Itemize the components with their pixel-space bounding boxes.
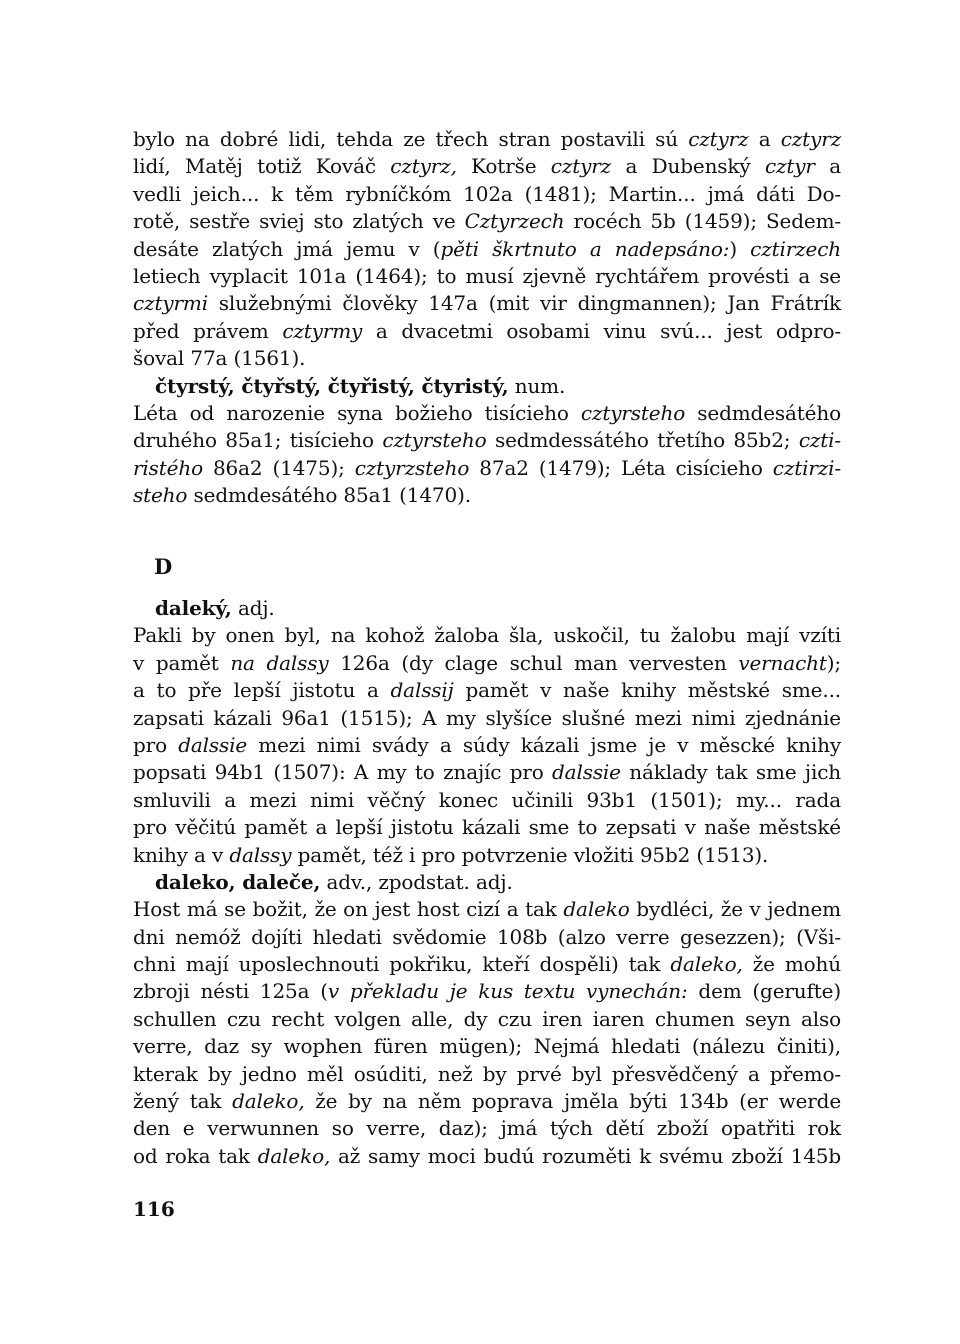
italic-text: dalssy bbox=[229, 842, 292, 867]
text-line bbox=[133, 126, 841, 153]
text-run: až samy moci budú rozuměti k svému zboží 145b bbox=[330, 1143, 842, 1168]
text-run: a bbox=[814, 154, 841, 179]
italic-text: cztyr bbox=[764, 154, 815, 179]
text-run: ) bbox=[729, 236, 751, 261]
text-run: bydléci, že v jednem bbox=[629, 897, 841, 922]
text-run: sedmdesátého bbox=[685, 400, 841, 425]
text-run: 86a2 (1475); bbox=[202, 455, 355, 480]
text-line bbox=[133, 482, 841, 509]
text-run: před právem bbox=[133, 318, 283, 343]
text-line bbox=[133, 1033, 841, 1060]
text-line bbox=[133, 400, 841, 427]
italic-text: v překladu je kus textu vynechán: bbox=[327, 979, 688, 1004]
text-run: bylo na dobré lidi, tehda ze třech stran postavili sú bbox=[133, 127, 689, 151]
text-run: šoval 77a (1561). bbox=[133, 346, 306, 371]
text-run: lidí, Matěj totiž Kováč bbox=[133, 154, 391, 179]
italic-text: cztyrz, bbox=[390, 154, 457, 179]
headword-line bbox=[133, 595, 841, 622]
text-run: zapsati kázali 96a1 (1515); A my slyšíce slušné mezi nimi zjednánie bbox=[133, 705, 841, 730]
text-run: verre, daz sy wophen füren mügen); Nejmá hledati (nálezu činiti), bbox=[133, 1034, 841, 1059]
text-line bbox=[133, 263, 841, 290]
page-number: 116 bbox=[133, 1197, 175, 1221]
italic-text: cztyrz bbox=[688, 127, 749, 151]
text-line bbox=[133, 290, 841, 317]
text-line bbox=[133, 1088, 841, 1115]
text-run: knihy a v bbox=[133, 842, 230, 867]
text-line bbox=[133, 1061, 841, 1088]
text-run: smluvili a mezi nimi věčný konec učinili 93b1 (1501); my... rada bbox=[133, 787, 841, 812]
text-run: že mohú bbox=[742, 952, 841, 977]
text-run: letiech vyplacit 101a (1464); to musí zjevně rychtářem provésti a se bbox=[133, 263, 841, 288]
entry-text-block bbox=[133, 126, 841, 373]
text-run: zbroji nésti 125a ( bbox=[133, 979, 328, 1004]
headword-line bbox=[133, 373, 841, 400]
text-line bbox=[133, 951, 841, 978]
text-line bbox=[133, 677, 841, 704]
italic-text: cztirzi- bbox=[772, 455, 842, 480]
text-line bbox=[133, 236, 841, 263]
text-line bbox=[133, 622, 841, 649]
part-of-speech: num. bbox=[508, 373, 566, 398]
part-of-speech: adj. bbox=[231, 596, 275, 620]
text-run: sedmdesátého 85a1 (1470). bbox=[187, 483, 471, 508]
headword: daleko, daleče, bbox=[155, 869, 321, 894]
text-run: kterak by jedno měl osúditi, než by prvé byl přesvědčený a přemo- bbox=[133, 1061, 841, 1086]
text-line bbox=[133, 1115, 841, 1142]
italic-text: steho bbox=[133, 483, 188, 508]
text-run: od roka tak bbox=[133, 1143, 258, 1168]
entry-text-block bbox=[133, 896, 841, 1170]
text-run: mezi nimi svády a súdy kázali jsme je v měscké knihy bbox=[247, 732, 841, 757]
text-line bbox=[133, 924, 841, 951]
text-run: Host má se božit, že on jest host cizí a tak bbox=[133, 897, 564, 922]
headword: čtyrstý, čtyřstý, čtyřistý, čtyristý, bbox=[155, 373, 509, 398]
text-line bbox=[133, 978, 841, 1005]
italic-text: pěti škrtnuto a nadepsáno: bbox=[440, 236, 730, 261]
section-letter: D bbox=[154, 554, 173, 579]
text-run: 87a2 (1479); Léta cisícieho bbox=[469, 455, 773, 480]
italic-text: daleko, bbox=[257, 1143, 331, 1168]
text-line bbox=[133, 842, 841, 869]
italic-text: ristého bbox=[133, 455, 203, 480]
text-line bbox=[133, 814, 841, 841]
italic-text: daleko, bbox=[232, 1089, 305, 1114]
italic-text: cztyrsteho bbox=[382, 428, 487, 453]
part-of-speech: adv., zpodstat. adj. bbox=[320, 869, 513, 894]
text-run: a dvacetmi osobami vinu svú... jest odpro- bbox=[362, 318, 841, 343]
text-run: schullen czu recht volgen alle, dy czu iren iaren chumen seyn also bbox=[133, 1006, 841, 1031]
italic-text: Cztyrzech bbox=[464, 209, 565, 234]
italic-text: dalssie bbox=[178, 732, 248, 757]
text-run: v pamět bbox=[133, 650, 231, 675]
text-run: 126a (dy clage schul man vervesten bbox=[328, 650, 739, 675]
italic-text: cztyrsteho bbox=[580, 400, 686, 425]
text-line bbox=[133, 181, 841, 208]
text-line bbox=[133, 345, 841, 372]
text-run: žený tak bbox=[133, 1089, 233, 1114]
text-run: den e verwunnen so verre, daz); jmá tých dětí zboží opatřiti rok bbox=[133, 1116, 841, 1141]
text-line bbox=[133, 153, 841, 180]
text-run: pro bbox=[133, 732, 179, 757]
text-run: Léta od narozenie syna božieho tisícieho bbox=[133, 400, 581, 425]
text-run: že by na něm poprava jměla býti 134b (er werde bbox=[304, 1089, 842, 1114]
italic-text: czti- bbox=[798, 428, 841, 453]
text-line bbox=[133, 896, 841, 923]
text-line bbox=[133, 787, 841, 814]
text-line bbox=[133, 318, 841, 345]
entry-daleky bbox=[133, 595, 841, 1170]
text-run: desáte zlatých jmá jemu v ( bbox=[133, 236, 441, 261]
text-run: ); bbox=[826, 650, 841, 675]
text-line bbox=[133, 427, 841, 454]
italic-text: daleko, bbox=[670, 952, 743, 977]
italic-text: cztyrzsteho bbox=[354, 455, 470, 480]
text-line bbox=[133, 732, 841, 759]
text-run: vedli jeich... k těm rybníčkóm 102a (1481); Martin... jmá dáti Do- bbox=[133, 181, 841, 206]
text-run: druhého 85a1; tisícieho bbox=[133, 428, 383, 453]
text-run: a Dubenský bbox=[611, 154, 765, 179]
italic-text: daleko bbox=[563, 897, 630, 922]
text-line bbox=[133, 1006, 841, 1033]
text-run: pro věčitú pamět a lepší jistotu kázali sme to zepsati v naše městské bbox=[133, 815, 841, 840]
text-line bbox=[133, 455, 841, 482]
text-line bbox=[133, 705, 841, 732]
text-run: služebnými člověky 147a (mit vir dingmannen); Jan Frátrík bbox=[207, 291, 841, 316]
text-run: chni mají uposlechnouti pokřiku, kteří dospěli) tak bbox=[133, 952, 671, 977]
text-line bbox=[133, 1143, 841, 1170]
text-run: Kotrše bbox=[456, 154, 551, 179]
text-run: rotě, sestře sviej sto zlatých ve bbox=[133, 209, 465, 234]
entry-text-block bbox=[133, 400, 841, 510]
text-run: sedmdessátého třetího 85b2; bbox=[486, 428, 799, 453]
italic-text: vernacht bbox=[738, 650, 827, 675]
text-line bbox=[133, 759, 841, 786]
text-line bbox=[133, 208, 841, 235]
italic-text: dalssij bbox=[390, 678, 454, 703]
text-run: a to pře lepší jistotu a bbox=[133, 678, 391, 703]
entry-cztyrz-continuation bbox=[133, 126, 841, 509]
text-run: a bbox=[748, 127, 781, 151]
headword: daleký, bbox=[155, 596, 232, 620]
text-run: náklady tak sme jich bbox=[620, 760, 841, 785]
text-run: pamět v naše knihy městské sme... bbox=[453, 678, 841, 703]
italic-text: cztyrz bbox=[550, 154, 612, 179]
text-run: dem (gerufte) bbox=[687, 979, 841, 1004]
italic-text: na dalssy bbox=[230, 650, 329, 675]
text-run: popsati 94b1 (1507): A my to znajíc pro bbox=[133, 760, 553, 785]
text-run: dni nemóž dojíti hledati svědomie 108b (alzo verre gesezzen); (Vši- bbox=[133, 924, 841, 949]
italic-text: cztyrmi bbox=[133, 291, 208, 316]
italic-text: cztyrz bbox=[780, 127, 841, 151]
entry-text-block bbox=[133, 622, 841, 869]
italic-text: cztirzech bbox=[750, 236, 841, 261]
italic-text: dalssie bbox=[552, 760, 621, 785]
text-run: pamět, též i pro potvrzenie vložiti 95b2 (1513). bbox=[291, 842, 769, 867]
text-run: rocéch 5b (1459); Sedem- bbox=[564, 209, 841, 234]
text-run: Pakli by onen byl, na kohož žaloba šla, uskočil, tu žalobu mají vzíti bbox=[133, 623, 841, 648]
text-line bbox=[133, 650, 841, 677]
italic-text: cztyrmy bbox=[282, 318, 363, 343]
headword-line bbox=[133, 869, 841, 896]
